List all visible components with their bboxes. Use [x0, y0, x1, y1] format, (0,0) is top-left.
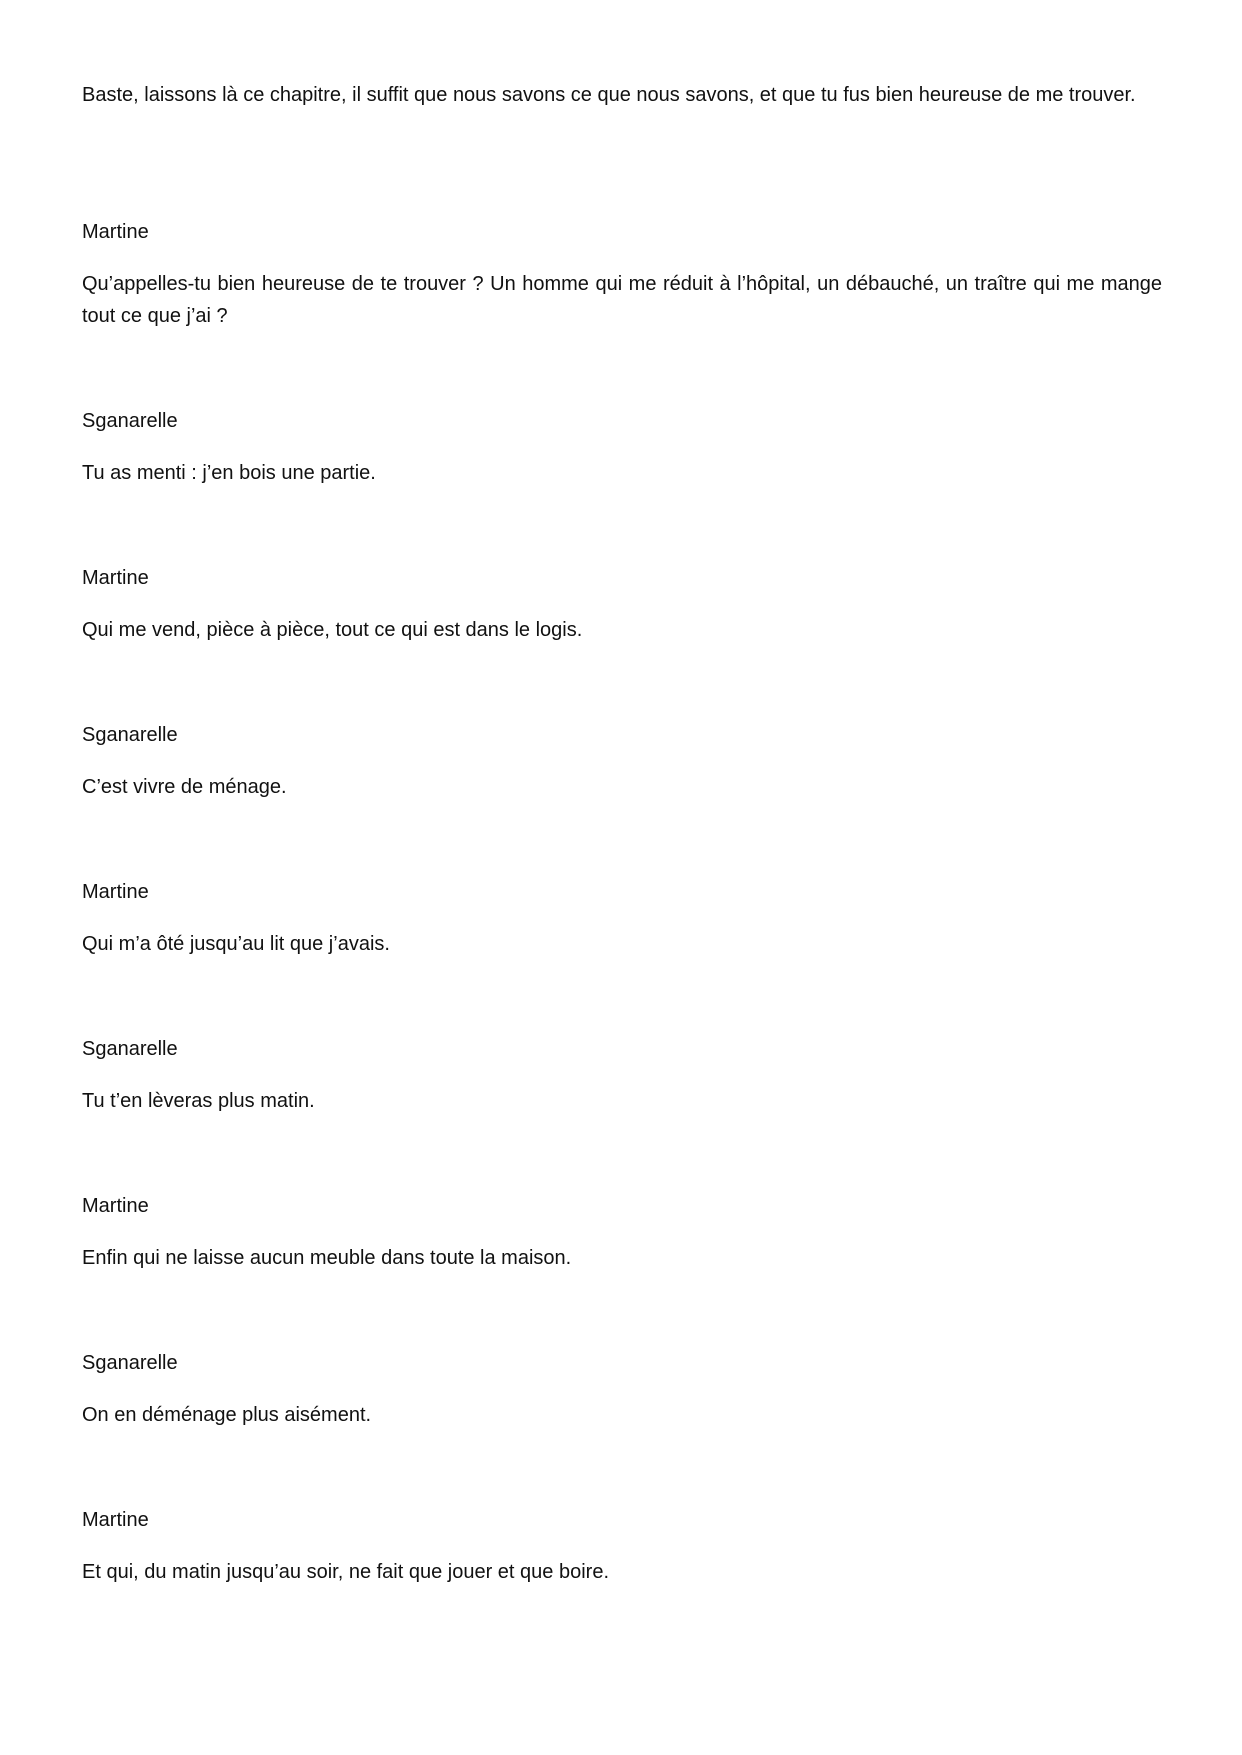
dialogue-line: Enfin qui ne laisse aucun meuble dans toute la maison.: [82, 1247, 572, 1269]
dialogue-line: Qui me vend, pièce à pièce, tout ce qui est dans le logis.: [82, 619, 583, 641]
speaker-name: Martine: [82, 567, 149, 589]
speaker-name: Martine: [82, 221, 149, 243]
speaker-name: Sganarelle: [82, 1352, 178, 1374]
speaker-name: Martine: [82, 1195, 149, 1217]
speaker-name: Sganarelle: [82, 410, 178, 432]
dialogue-line: Qui m’a ôté jusqu’au lit que j’avais.: [82, 933, 390, 955]
dialogue-line: On en déménage plus aisément.: [82, 1404, 372, 1426]
dialogue-line: Baste, laissons là ce chapitre, il suffit que nous savons ce que nous savons, et que tu fus bien heureuse de me trouver.: [82, 84, 1136, 106]
dialogue-line: C’est vivre de ménage.: [82, 776, 287, 798]
speaker-name: Sganarelle: [82, 1038, 178, 1060]
dialogue-line: Tu t’en lèveras plus matin.: [82, 1090, 315, 1112]
speaker-name: Sganarelle: [82, 724, 178, 746]
speaker-name: Martine: [82, 881, 149, 903]
speaker-name: Martine: [82, 1509, 149, 1531]
dialogue-line: Tu as menti : j’en bois une partie.: [82, 462, 376, 484]
dialogue-line: Qu’appelles-tu bien heureuse de te trouver ? Un homme qui me réduit à l’hôpital, un débauché, un traître qui me mange tout ce que j’ai ?: [82, 273, 1162, 327]
dialogue-line: Et qui, du matin jusqu’au soir, ne fait que jouer et que boire.: [82, 1561, 610, 1583]
